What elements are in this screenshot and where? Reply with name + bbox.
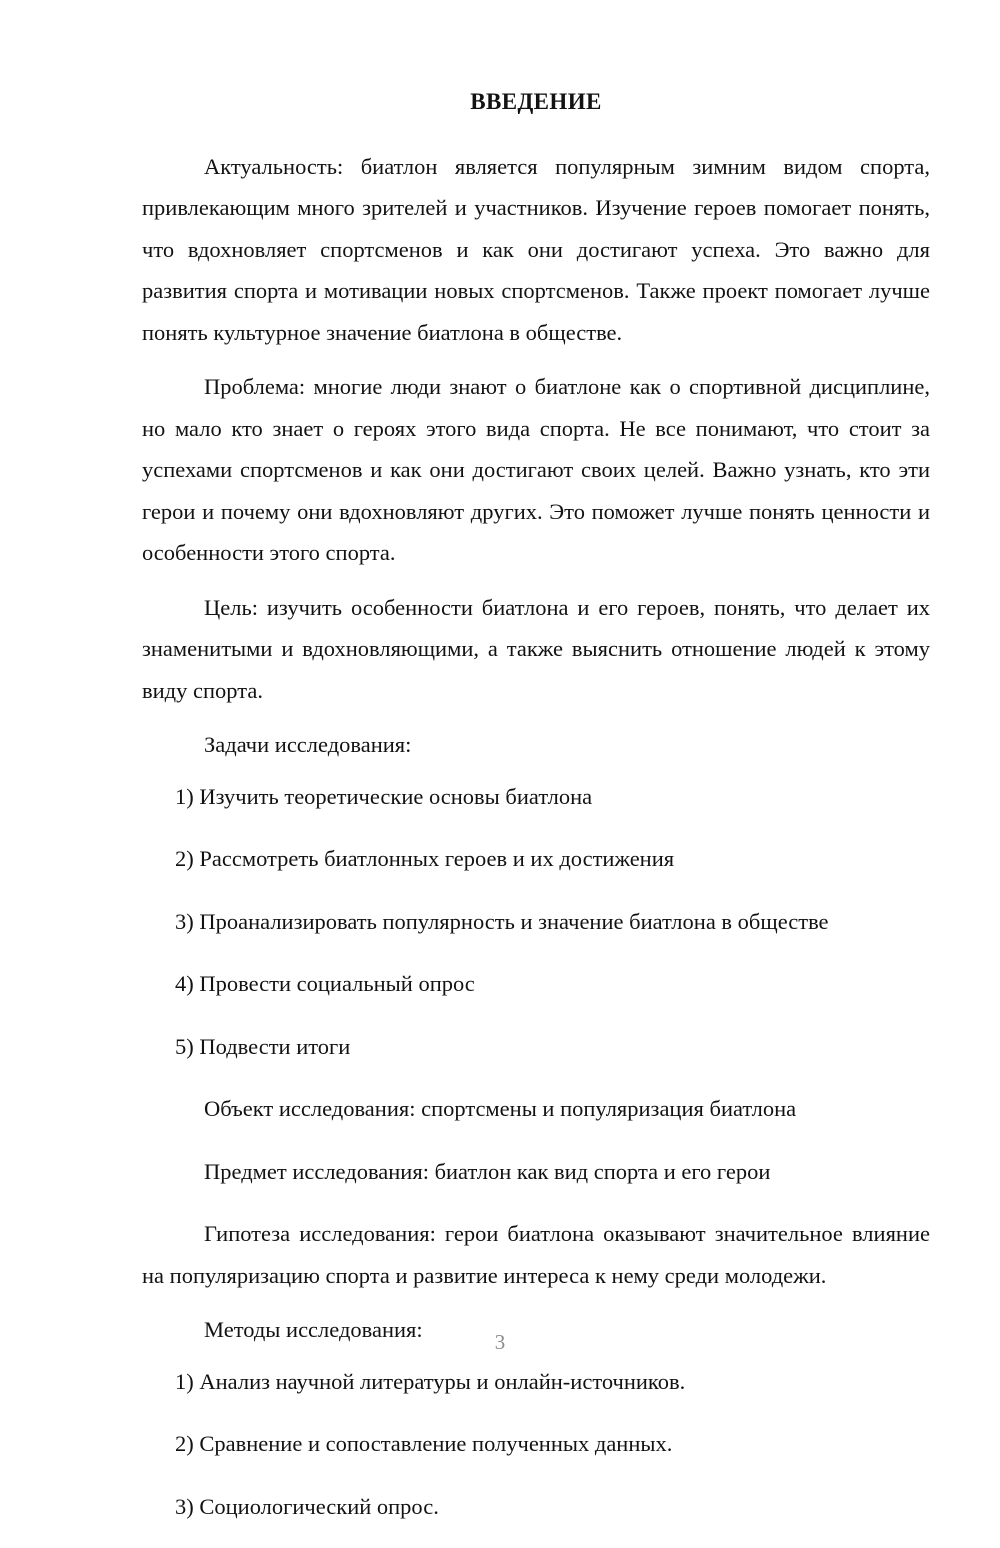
list-item: 4) Провести социальный опрос: [175, 971, 475, 997]
list-item: 3) Социологический опрос.: [175, 1493, 439, 1519]
page-number: 3: [494, 1330, 506, 1354]
list-item: 2) Сравнение и сопоставление полученных данных.: [175, 1431, 673, 1457]
tasks-list: [142, 776, 930, 1068]
document-body: [142, 88, 930, 1548]
list-item: 3) Проанализировать популярность и значение биатлона в обществе: [175, 908, 829, 934]
list-item: 1) Анализ научной литературы и онлайн-источников.: [175, 1368, 686, 1394]
list-item: 2) Рассмотреть биатлонных героев и их достижения: [175, 846, 675, 872]
paragraph-problem: Проблема: многие люди знают о биатлоне как о спортивной дисциплине, но мало кто знает о героях этого вида спорта. Не все понимают, что стоит за успехами спортсменов и как они достигают своих целей. Важно узнать, кто эти герои и почему они вдохновляют других. Это поможет лучше понять ценности и особенности этого спорта.: [142, 374, 930, 566]
paragraph-hypothesis: Гипотеза исследования: герои биатлона оказывают значительное влияние на популяризацию спорта и развитие интереса к нему среди молодежи.: [142, 1221, 930, 1288]
list-item: 5) Подвести итоги: [175, 1033, 351, 1059]
methods-list: [142, 1361, 930, 1528]
statement-subject: Предмет исследования: биатлон как вид спорта и его герои: [204, 1158, 771, 1184]
heading-methods: Методы исследования:: [204, 1317, 423, 1343]
statement-object: Объект исследования: спортсмены и популяризация биатлона: [204, 1096, 797, 1122]
list-item: 1) Изучить теоретические основы биатлона: [175, 783, 593, 809]
paragraph-relevance: Актуальность: биатлон является популярным зимним видом спорта, привлекающим много зрителей и участников. Изучение героев помогает понять, что вдохновляет спортсменов и как они достигают успеха. Это важно для развития спорта и мотивации новых спортсменов. Также проект помогает лучше понять культурное значение биатлона в обществе.: [142, 153, 930, 345]
page-title: ВВЕДЕНИЕ: [470, 89, 602, 114]
heading-tasks: Задачи исследования:: [204, 732, 412, 758]
paragraph-goal: Цель: изучить особенности биатлона и его героев, понять, что делает их знаменитыми и вдохновляющими, а также выяснить отношение людей к этому виду спорта.: [142, 594, 930, 703]
